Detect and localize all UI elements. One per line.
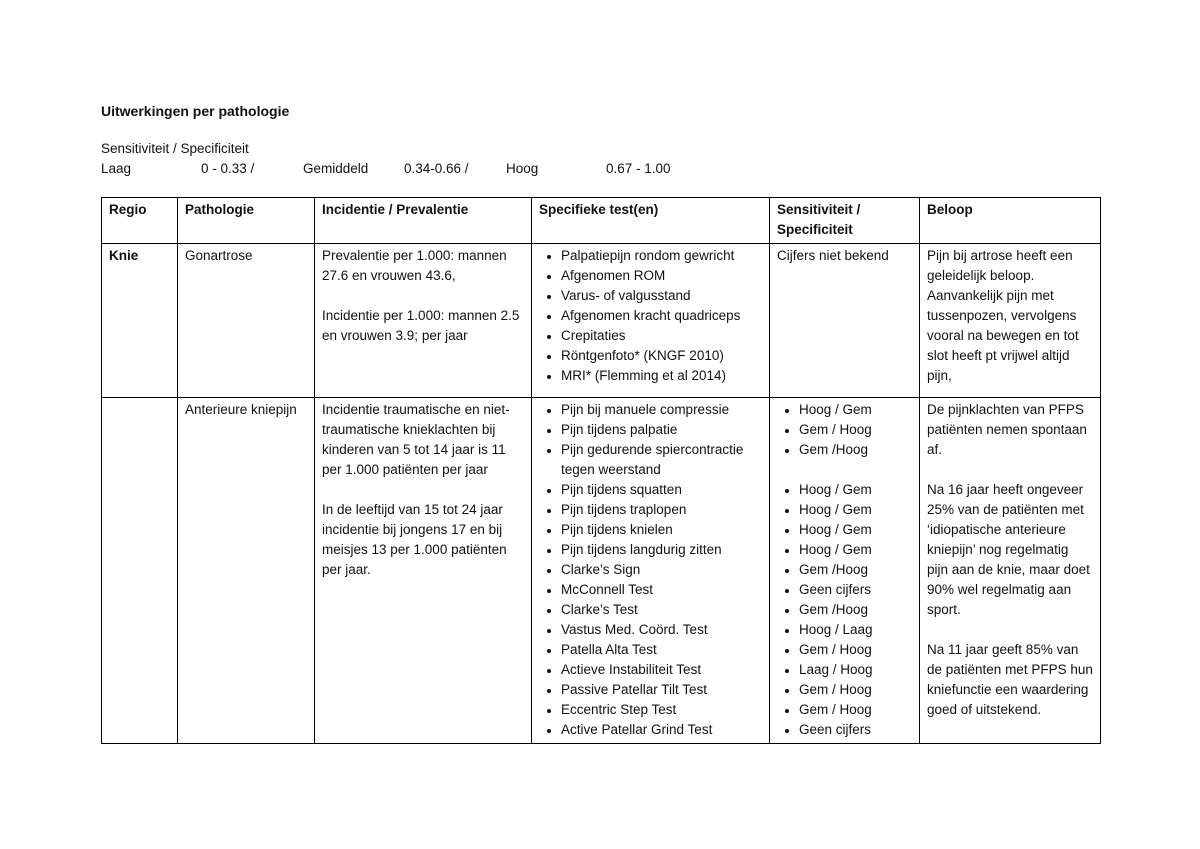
list-item: • Vastus Med. Coörd. Test (561, 620, 762, 640)
list-item: • Gem /Hoog (799, 560, 912, 580)
cell-tests (532, 244, 770, 398)
legend-high-label: Hoog (506, 161, 539, 176)
list-item: • Crepitaties (561, 326, 762, 346)
list-item: • Hoog / Gem (799, 480, 912, 500)
list-item: • Pijn tijdens squatten (561, 480, 762, 500)
list-item: • Hoog / Gem (799, 500, 912, 520)
beloop-paragraph: Na 16 jaar heeft ongeveer 25% van de patiënten met ‘idiopatische anterieure kniepijn’ nog regelmatig pijn aan de knie, maar doet 90% wel regelmatig aan sport. (927, 482, 1090, 617)
header-beloop: Beloop (920, 198, 1101, 244)
beloop-paragraph: Na 11 jaar geeft 85% van de patiënten met PFPS hun kniefunctie een waardering goed of uitstekend. (927, 642, 1093, 717)
list-item: • Clarke’s Test (561, 600, 762, 620)
header-sensitiviteit: Sensitiviteit / Specificiteit (770, 198, 920, 244)
header-regio: Regio (102, 198, 178, 244)
cell-regio: Knie (102, 244, 178, 398)
table-header-row (102, 198, 1101, 244)
table-row (102, 244, 1101, 398)
list-item: • Eccentric Step Test (561, 700, 762, 720)
incidentie-paragraph: In de leeftijd van 15 tot 24 jaar incidentie bij jongens 17 en bij meisjes 13 per 1.000 patiënten per jaar. (322, 502, 507, 577)
list-item: • McConnell Test (561, 580, 762, 600)
list-item: • Varus- of valgusstand (561, 286, 762, 306)
list-item: • Patella Alta Test (561, 640, 762, 660)
list-item: • Hoog / Gem (799, 400, 912, 420)
legend-heading: Sensitiviteit / Specificiteit (101, 141, 249, 156)
cell-incidentie (315, 398, 532, 744)
list-item: • Gem / Hoog (799, 640, 912, 660)
cell-sensitiviteit: Cijfers niet bekend (770, 244, 920, 398)
incidentie-paragraph: Incidentie traumatische en niet-traumatische knieklachten bij kinderen van 5 tot 14 jaar is 11 per 1.000 patiënten per jaar (322, 402, 510, 477)
list-item: • Pijn tijdens palpatie (561, 420, 762, 440)
legend-mid-label: Gemiddeld (303, 161, 369, 176)
list-item: • Clarke’s Sign (561, 560, 762, 580)
list-item: • Laag / Hoog (799, 660, 912, 680)
legend-high-range: 0.67 - 1.00 (606, 161, 671, 176)
list-item: • Pijn bij manuele compressie (561, 400, 762, 420)
list-item: • Gem / Hoog (799, 420, 912, 440)
list-item: • Afgenomen kracht quadriceps (561, 306, 762, 326)
list-item: • Pijn gedurende spiercontractie tegen weerstand (561, 440, 762, 480)
list-item: • Active Patellar Grind Test (561, 720, 762, 740)
list-item: • Passive Patellar Tilt Test (561, 680, 762, 700)
list-item: • Geen cijfers (799, 720, 912, 740)
sensitivity-list (777, 400, 912, 460)
incidentie-paragraph: Prevalentie per 1.000: mannen 27.6 en vrouwen 43.6, (322, 248, 507, 283)
list-item: • Pijn tijdens langdurig zitten (561, 540, 762, 560)
table-row (102, 398, 1101, 744)
list-item: • Geen cijfers (799, 580, 912, 600)
legend-low-label: Laag (101, 161, 132, 176)
cell-beloop (920, 398, 1101, 744)
tests-list (539, 246, 762, 386)
list-item: • MRI* (Flemming et al 2014) (561, 366, 762, 386)
tests-list (539, 400, 762, 740)
list-item: • Actieve Instabiliteit Test (561, 660, 762, 680)
incidentie-paragraph: Incidentie per 1.000: mannen 2.5 en vrouwen 3.9; per jaar (322, 308, 520, 343)
cell-beloop: Pijn bij artrose heeft een geleidelijk beloop. Aanvankelijk pijn met tussenpozen, vervolgens vooral na bewegen en tot slot heeft pt vrijwel altijd pijn, (920, 244, 1101, 398)
header-incidentie: Incidentie / Prevalentie (315, 198, 532, 244)
cell-incidentie (315, 244, 532, 398)
list-item: • Hoog / Gem (799, 520, 912, 540)
sensitivity-list (777, 480, 912, 740)
legend-low-range: 0 - 0.33 / (201, 161, 255, 176)
cell-pathologie: Anterieure kniepijn (178, 398, 315, 744)
page-title: Uitwerkingen per pathologie (101, 103, 290, 119)
cell-sensitiviteit (770, 398, 920, 744)
list-item: • Palpatiepijn rondom gewricht (561, 246, 762, 266)
list-item: • Gem /Hoog (799, 440, 912, 460)
list-item: • Afgenomen ROM (561, 266, 762, 286)
cell-tests (532, 398, 770, 744)
list-item: • Pijn tijdens knielen (561, 520, 762, 540)
pathology-table (101, 197, 1101, 744)
list-item: • Gem /Hoog (799, 600, 912, 620)
list-item: • Hoog / Gem (799, 540, 912, 560)
beloop-paragraph: De pijnklachten van PFPS patiënten nemen spontaan af. (927, 402, 1087, 457)
list-item: • Pijn tijdens traplopen (561, 500, 762, 520)
list-item: • Hoog / Laag (799, 620, 912, 640)
header-pathologie: Pathologie (178, 198, 315, 244)
header-tests: Specifieke test(en) (532, 198, 770, 244)
cell-regio (102, 398, 178, 744)
legend-mid-range: 0.34-0.66 / (404, 161, 469, 176)
list-item: • Röntgenfoto* (KNGF 2010) (561, 346, 762, 366)
list-item: • Gem / Hoog (799, 700, 912, 720)
cell-pathologie: Gonartrose (178, 244, 315, 398)
list-item: • Gem / Hoog (799, 680, 912, 700)
